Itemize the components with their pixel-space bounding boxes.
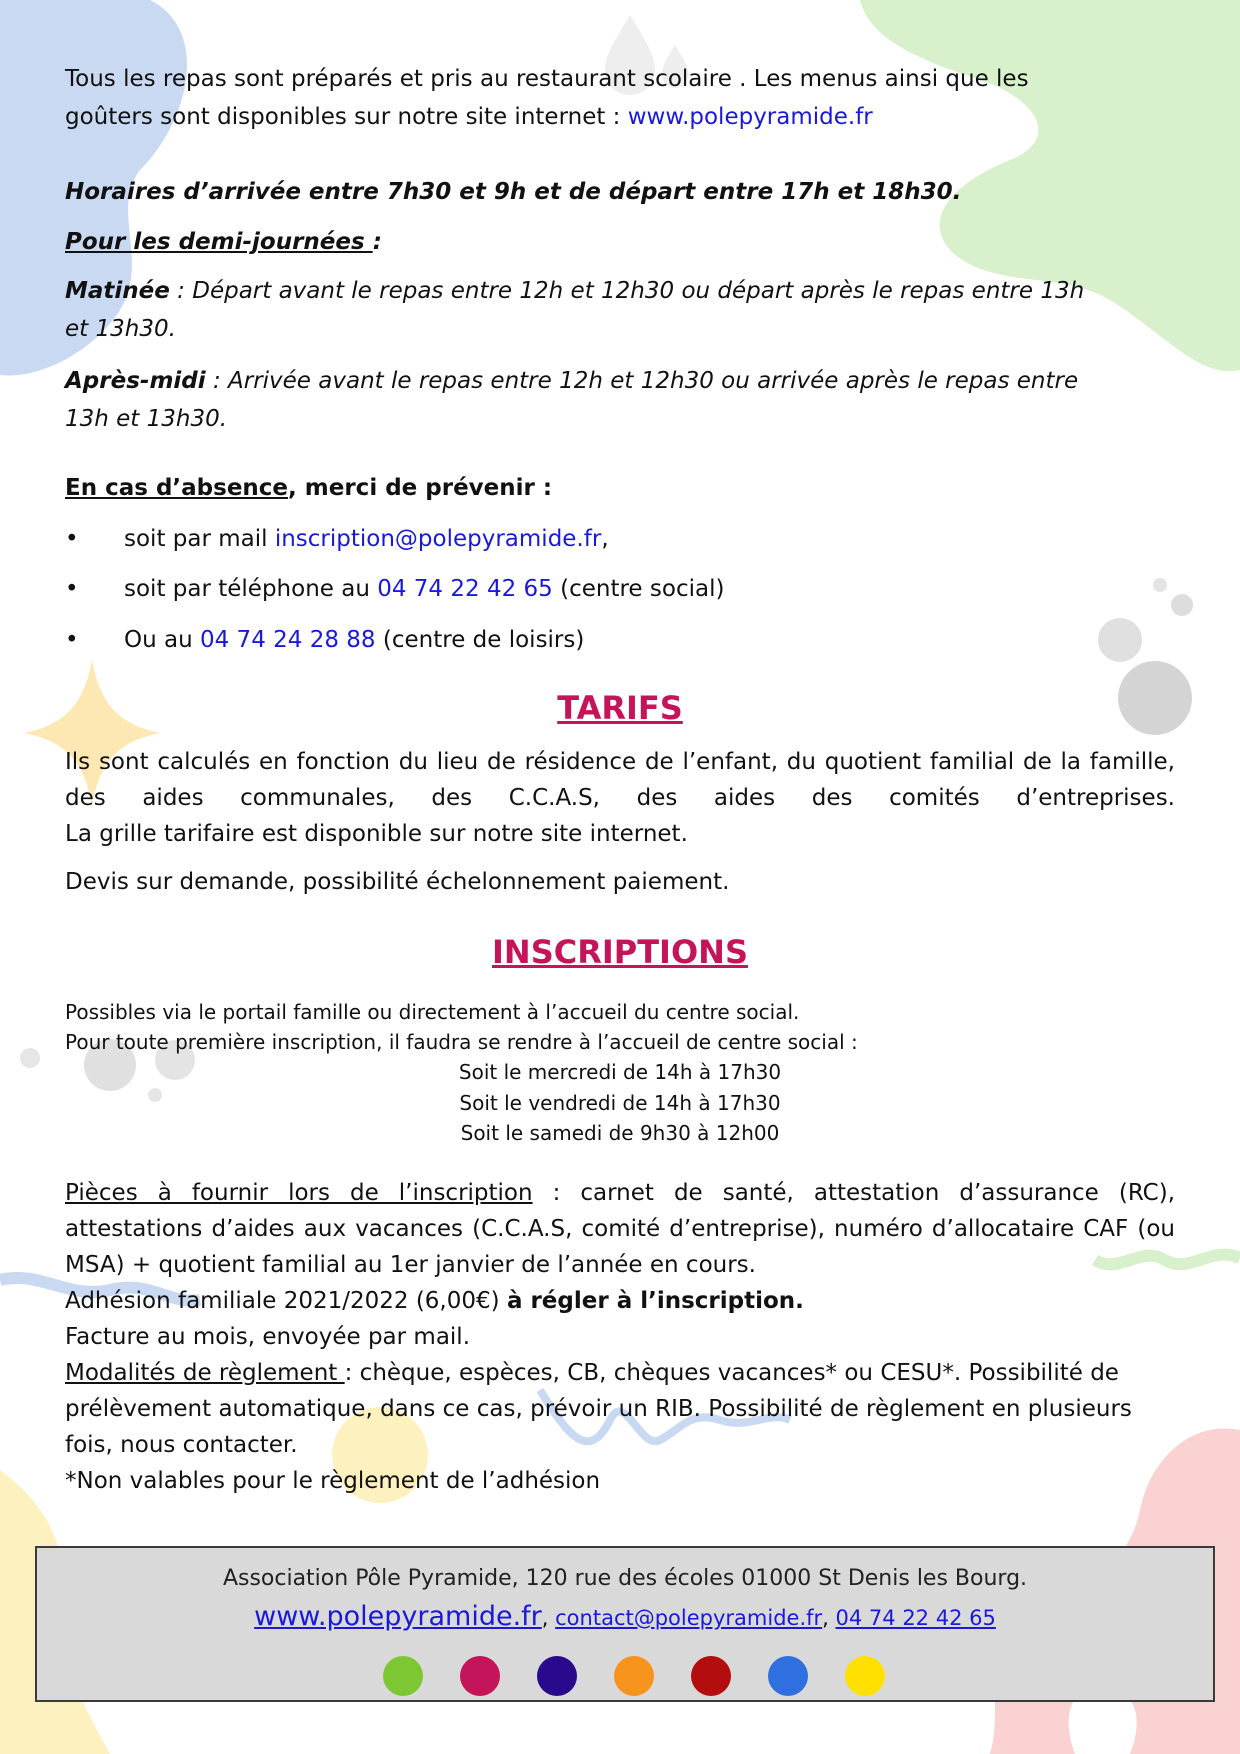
modalites-line-1	[65, 1355, 1175, 1391]
navy-dot	[537, 1656, 577, 1696]
bullet-icon: •	[65, 627, 79, 653]
footer-phone-link[interactable]: 04 74 22 42 65	[835, 1606, 996, 1630]
color-dots	[37, 1656, 1213, 1696]
morning-line-2: et 13h30.	[65, 316, 176, 342]
pieces-line-2: attestations d’aides aux vacances (C.C.A.S, comité d’entreprise), numéro d’allocataire CAF (ou	[65, 1216, 1175, 1242]
morning-line-1	[65, 272, 1175, 310]
absence-item-text	[124, 621, 584, 659]
half-days-title-colon: :	[372, 229, 382, 255]
inscriptions-line-1: Possibles via le portail famille ou directement à l’accueil du centre social.	[65, 1000, 800, 1024]
yellow-dot	[845, 1656, 885, 1696]
schedule-friday: Soit le vendredi de 14h à 17h30	[459, 1091, 781, 1115]
schedule-saturday: Soit le samedi de 9h30 à 12h00	[460, 1121, 780, 1145]
absence-item-prefix: Ou au	[124, 627, 200, 653]
bullet-icon: •	[65, 526, 79, 552]
absence-item-text	[124, 520, 609, 558]
orange-dot	[614, 1656, 654, 1696]
intro-line-2	[65, 98, 1175, 136]
absence-item-prefix: soit par mail	[124, 526, 275, 552]
footer-separator: ,	[822, 1606, 836, 1630]
pieces-line-1	[65, 1175, 1175, 1211]
email-link[interactable]: inscription@polepyramide.fr	[274, 526, 602, 552]
red-dot	[691, 1656, 731, 1696]
green-dot	[383, 1656, 423, 1696]
magenta-dot	[460, 1656, 500, 1696]
phone-leisure-link[interactable]: 04 74 24 28 88	[199, 627, 376, 653]
absence-title	[65, 469, 1175, 507]
adhesion-text: Adhésion familiale 2021/2022 (6,00€)	[65, 1288, 507, 1314]
afternoon-text: : Arrivée avant le repas entre 12h et 12h30 ou arrivée après le repas entre	[205, 368, 1079, 394]
footer-address: Association Pôle Pyramide, 120 rue des écoles 01000 St Denis les Bourg.	[222, 1566, 1028, 1591]
absence-title-rest: , merci de prévenir :	[288, 475, 553, 501]
footer-separator: ,	[541, 1606, 556, 1630]
inscriptions-heading: INSCRIPTIONS	[492, 933, 748, 971]
morning-text: : Départ avant le repas entre 12h et 12h30 ou départ après le repas entre 13h	[169, 278, 1085, 304]
afternoon-line-1	[65, 362, 1175, 400]
inscriptions-line-2: Pour toute première inscription, il faudra se rendre à l’accueil de centre social :	[65, 1030, 858, 1054]
adhesion-bold: à régler à l’inscription.	[506, 1288, 804, 1314]
intro-line-1: Tous les repas sont préparés et pris au restaurant scolaire . Les menus ainsi que les	[65, 66, 1029, 92]
payment-note: *Non valables pour le règlement de l’adhésion	[65, 1468, 601, 1494]
pieces-label: Pièces à fournir lors de l’inscription	[65, 1180, 533, 1206]
adhesion-line	[65, 1283, 1175, 1319]
absence-title-underlined: En cas d’absence	[65, 475, 289, 501]
modalites-line-2: prélèvement automatique, dans ce cas, prévoir un RIB. Possibilité de règlement en plusieurs	[65, 1396, 1132, 1422]
tarifs-heading: TARIFS	[557, 689, 683, 727]
blue-dot	[768, 1656, 808, 1696]
footer-website-link[interactable]: www.polepyramide.fr	[254, 1601, 542, 1632]
bullet-icon: •	[65, 576, 79, 602]
absence-item-suffix: ,	[601, 526, 609, 552]
arrival-departure-hours: Horaires d’arrivée entre 7h30 et 9h et de départ entre 17h et 18h30.	[65, 179, 962, 205]
intro-line-2-text: goûters sont disponibles sur notre site internet :	[65, 104, 628, 130]
schedule-wednesday: Soit le mercredi de 14h à 17h30	[458, 1060, 782, 1084]
phone-social-link[interactable]: 04 74 22 42 65	[377, 576, 553, 602]
modalites-line-3: fois, nous contacter.	[65, 1432, 298, 1458]
afternoon-label: Après-midi	[65, 368, 206, 394]
footer-email-link[interactable]: contact@polepyramide.fr	[555, 1606, 823, 1630]
facture-line: Facture au mois, envoyée par mail.	[65, 1324, 471, 1350]
website-link[interactable]: www.polepyramide.fr	[627, 104, 873, 130]
pieces-text: : carnet de santé, attestation d’assurance (RC),	[532, 1180, 1176, 1206]
modalites-text: : chèque, espèces, CB, chèques vacances* ou CESU*. Possibilité de	[344, 1360, 1119, 1386]
morning-label: Matinée	[65, 278, 170, 304]
footer-links	[37, 1600, 1213, 1635]
absence-item-text	[124, 570, 724, 608]
absence-item-suffix: (centre de loisirs)	[375, 627, 585, 653]
tarifs-line-1: Ils sont calculés en fonction du lieu de résidence de l’enfant, du quotient familial de la famille,	[65, 749, 1175, 775]
tarifs-line-2: des aides communales, des C.C.A.S, des aides des comités d’entreprises.	[65, 785, 1175, 811]
half-days-title	[65, 223, 1175, 261]
absence-item-suffix: (centre social)	[552, 576, 725, 602]
afternoon-line-2: 13h et 13h30.	[65, 406, 228, 432]
pieces-line-3: MSA) + quotient familial au 1er janvier de l’année en cours.	[65, 1252, 756, 1278]
tarifs-devis: Devis sur demande, possibilité échelonnement paiement.	[65, 869, 730, 895]
absence-item-prefix: soit par téléphone au	[124, 576, 378, 602]
modalites-label: Modalités de règlement	[65, 1360, 345, 1386]
half-days-title-label: Pour les demi-journées	[65, 229, 373, 255]
footer-box	[35, 1546, 1215, 1702]
tarifs-line-3: La grille tarifaire est disponible sur notre site internet.	[65, 821, 688, 847]
